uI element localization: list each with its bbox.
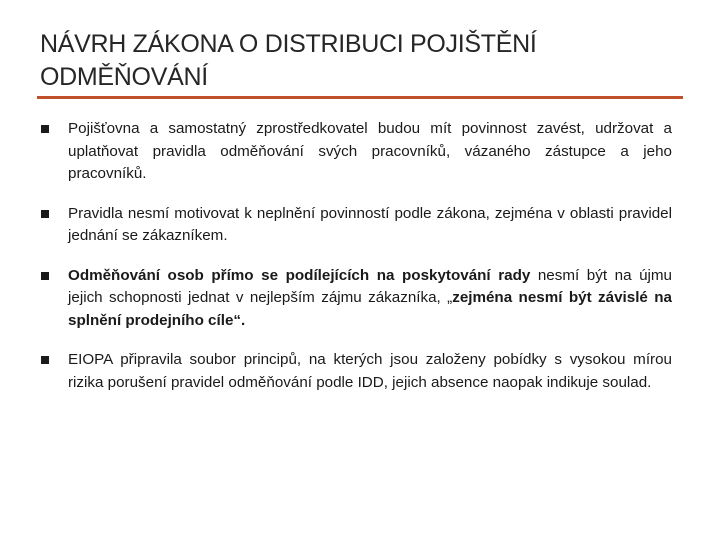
title-divider: [37, 96, 683, 99]
bullet-text: Pojišťovna a samostatný zprostředkovatel budou mít povinnost zavést, udržovat a uplatňovat pravidla odměňování svých pracovníků, vázaného zástupce a jeho pracovníků.: [68, 120, 672, 182]
bullet-item: [40, 118, 672, 186]
bullet-list: [40, 118, 672, 411]
square-bullet-icon: [41, 210, 49, 218]
bullet-item: [40, 349, 672, 394]
bullet-item: [40, 203, 672, 248]
bullet-bold-tail: zejména nesmí být závislé na splnění prodejního cíle“.: [68, 289, 672, 329]
square-bullet-icon: [41, 272, 49, 280]
bullet-text: Pravidla nesmí motivovat k neplnění povinností podle zákona, zejména v oblasti pravidel jednání se zákazníkem.: [68, 204, 672, 244]
square-bullet-icon: [41, 356, 49, 364]
bullet-item: [40, 265, 672, 333]
bullet-text: nesmí být na újmu jejich schopnosti jednat v nejlepším zájmu zákazníka, „: [68, 266, 672, 306]
slide-title: NÁVRH ZÁKONA O DISTRIBUCI POJIŠTĚNÍ ODMĚŇOVÁNÍ: [40, 30, 537, 91]
bullet-bold-lead: Odměňování osob přímo se podílejících na poskytování rady: [68, 266, 531, 284]
bullet-text: EIOPA připravila soubor principů, na kterých jsou založeny pobídky s vysokou mírou rizika porušení pravidel odměňování podle IDD, jejich absence naopak indikuje soulad.: [68, 351, 672, 391]
square-bullet-icon: [41, 125, 49, 133]
